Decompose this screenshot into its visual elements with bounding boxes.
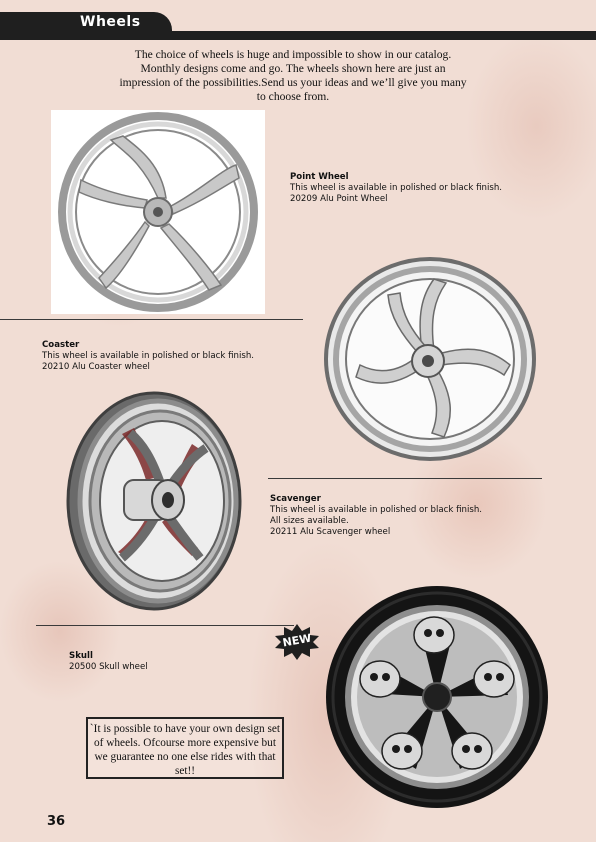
page-title: Wheels [80,14,141,30]
caption-line: 20209 Alu Point Wheel [290,194,388,204]
caption-line: This wheel is available in polished or black finish. [290,183,502,193]
caption-skull [69,651,269,673]
caption-line: 20210 Alu Coaster wheel [42,362,150,372]
divider-1 [0,319,303,320]
caption-line: All sizes available. [270,516,349,526]
caption-coaster [42,340,292,373]
wheel-photo-4 [324,583,550,811]
caption-scavenger [270,494,540,538]
intro-text: The choice of wheels is huge and impossible to show in our catalog. Monthly designs come and go. The wheels shown here are just an impression of the possibilities.Send us your ideas and we’ll give you many to choose from. [119,48,467,103]
caption-title: Skull [69,651,93,661]
wheel-photo-2 [322,255,540,463]
divider-2 [268,478,542,479]
custom-design-note: `It is possible to have your own design set of wheels. Ofcourse more expensive but we guarantee no one else rides with that set!! [86,717,284,779]
wheel-photo-3 [62,388,246,614]
caption-line: 20500 Skull wheel [69,662,148,672]
caption-title: Scavenger [270,494,321,504]
caption-point-wheel [290,172,540,205]
caption-line: This wheel is available in polished or black finish. [42,351,254,361]
new-badge [273,624,321,660]
page-number: 36 [47,814,66,829]
caption-line: 20211 Alu Scavenger wheel [270,527,391,537]
caption-title: Coaster [42,340,80,350]
caption-line: This wheel is available in polished or black finish. [270,505,482,515]
divider-3 [36,625,294,626]
badge-label: NEW [281,631,313,650]
wheel-photo-1 [51,110,265,314]
caption-title: Point Wheel [290,172,349,182]
